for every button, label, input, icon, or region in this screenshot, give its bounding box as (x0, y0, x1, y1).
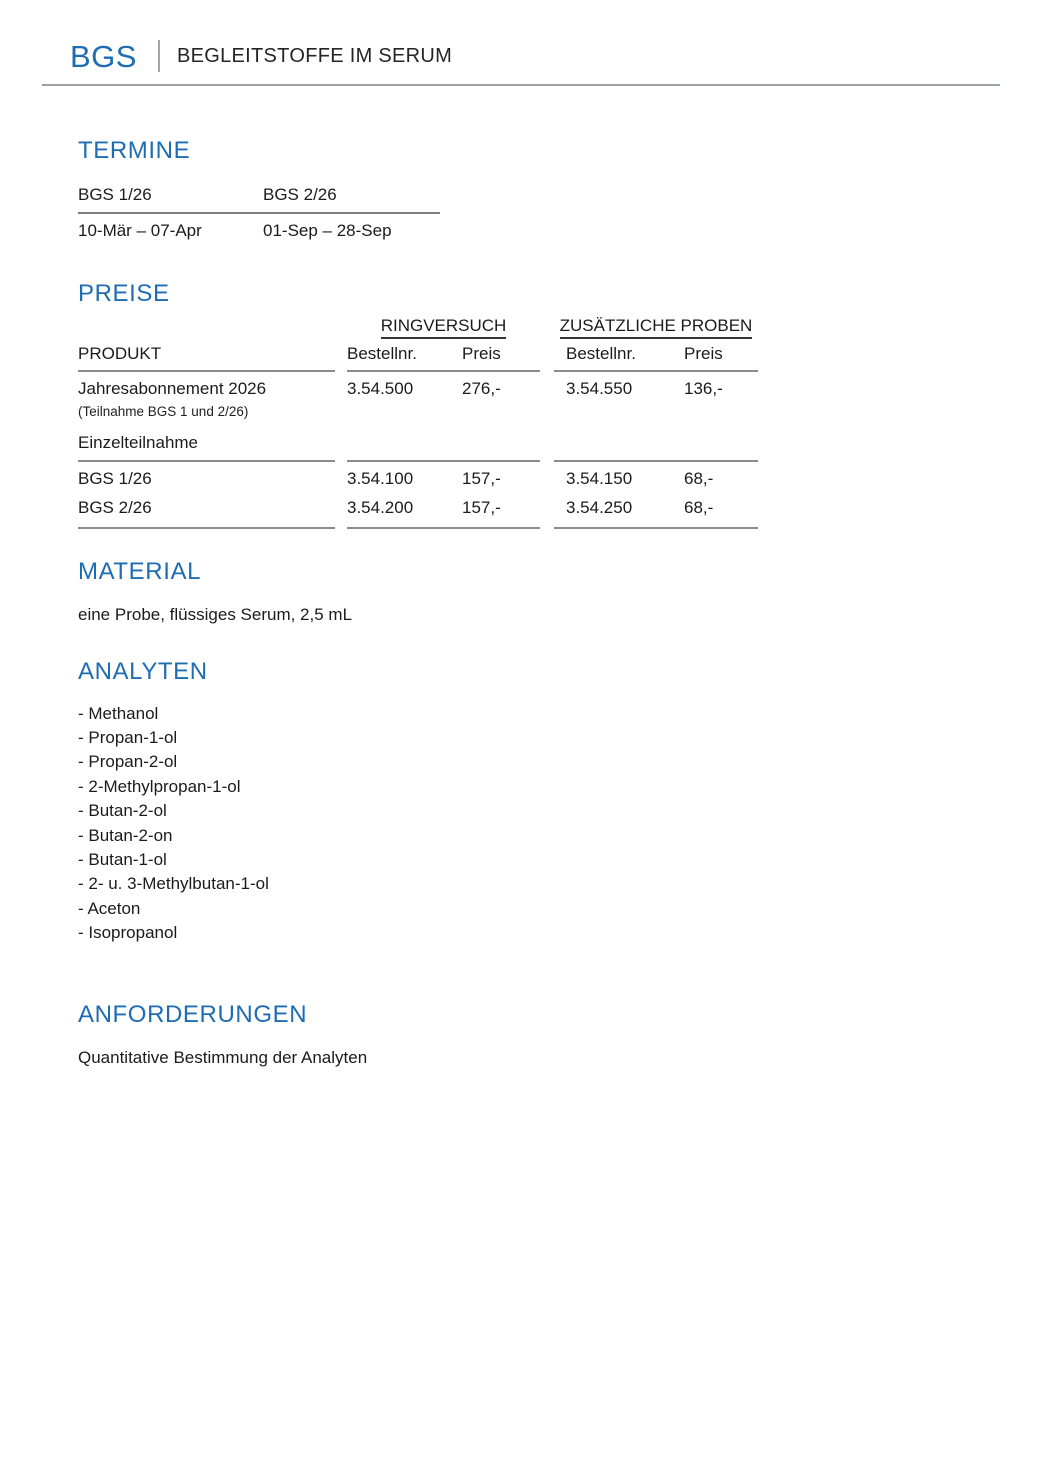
anforderungen-heading: ANFORDERUNGEN (78, 1000, 308, 1028)
table-row-abo-note (78, 401, 758, 423)
cell-bestellnr-zp: 3.54.150 (566, 468, 633, 488)
col-header-bestellnr-rv: Bestellnr. (347, 344, 462, 372)
preise-column-header-row (78, 344, 758, 372)
section-analyten (0, 659, 1038, 945)
cell-preis-rv: 157,- (462, 497, 501, 517)
header-divider (158, 40, 160, 72)
cell-bestellnr-zp: 3.54.250 (566, 497, 633, 517)
list-item: - 2-Methylpropan-1-ol (78, 776, 241, 796)
cell-preis-zp: 68,- (684, 468, 714, 488)
termine-date-bgs1: 10-Mär – 07-Apr (78, 221, 202, 241)
table-bottom-spacer (78, 520, 758, 527)
group-zusaetzliche-proben-label: ZUSÄTZLICHE PROBEN (560, 316, 753, 339)
cell-produkt: BGS 2/26 (78, 497, 152, 517)
cell-preis-zp: 136,- (684, 378, 723, 398)
cell-preis-zp: 68,- (684, 497, 714, 517)
rule-segment (554, 527, 672, 529)
rule-segment (78, 527, 335, 529)
cell-gap (335, 392, 347, 401)
cell-gap (335, 511, 347, 520)
termine-col-bgs2: BGS 2/26 (263, 185, 337, 205)
table-row-jahresabonnement (78, 372, 758, 401)
abo-note: (Teilnahme BGS 1 und 2/26) (78, 403, 249, 419)
einzelteilnahme-label: Einzelteilnahme (78, 432, 199, 452)
col-gap (335, 366, 347, 372)
list-item: - Propan-1-ol (78, 727, 178, 747)
termine-col-bgs1: BGS 1/26 (78, 185, 152, 205)
doc-header (42, 0, 1000, 86)
anforderungen-text: Quantitative Bestimmung der Analyten (78, 1048, 368, 1068)
bgs-logo: BGS (70, 38, 137, 74)
table-row-einzelteilnahme (78, 423, 758, 460)
termine-header-row (78, 185, 440, 214)
table-row-bgs2 (78, 491, 758, 520)
analyten-heading: ANALYTEN (78, 658, 208, 686)
list-item: - Methanol (78, 703, 159, 723)
group-zusaetzliche-proben (554, 316, 758, 339)
termine-dates-row (78, 214, 440, 241)
cell-gap (335, 482, 347, 491)
col-header-preis-rv: Preis (462, 344, 540, 372)
cell-produkt: Jahresabonnement 2026 (78, 378, 267, 398)
list-item: - Butan-1-ol (78, 850, 167, 869)
table-row-bgs1 (78, 462, 758, 491)
cell-gap (540, 482, 554, 491)
section-material (0, 559, 1038, 625)
rule-segment (672, 527, 758, 529)
cell-gap (540, 511, 554, 520)
doc-header-inner (42, 40, 1000, 72)
cell-gap (540, 392, 554, 401)
cell-bestellnr-zp: 3.54.550 (566, 378, 633, 398)
preise-group-header-row (78, 316, 758, 344)
section-termine (0, 138, 1038, 241)
table-bottom-rule-row (78, 527, 758, 529)
list-item: - Propan-2-ol (78, 752, 178, 772)
cell-bestellnr-rv: 3.54.200 (347, 497, 414, 517)
cell-preis-rv: 157,- (462, 468, 501, 488)
termine-heading: TERMINE (78, 137, 191, 164)
analyte-list (78, 702, 1038, 946)
cell-preis-rv: 276,- (462, 378, 501, 398)
cell-bestellnr-rv: 3.54.500 (347, 378, 414, 398)
termine-date-bgs2: 01-Sep – 28-Sep (263, 221, 392, 241)
material-heading: MATERIAL (78, 557, 202, 585)
material-text: eine Probe, flüssiges Serum, 2,5 mL (78, 605, 353, 625)
list-item: - Isopropanol (78, 923, 178, 943)
col-header-produkt: PRODUKT (78, 344, 335, 372)
list-item: - 2- u. 3-Methylbutan-1-ol (78, 874, 269, 894)
termine-table (78, 185, 440, 241)
section-preise (0, 281, 1038, 528)
cell-bestellnr-rv: 3.54.100 (347, 468, 414, 488)
section-anforderungen (0, 1002, 1038, 1068)
preise-table (78, 316, 758, 529)
preise-heading: PREISE (78, 280, 170, 308)
page-title: BEGLEITSTOFFE IM SERUM (176, 44, 453, 67)
col-gap (540, 366, 554, 372)
rule-segment (462, 527, 540, 529)
rule-segment (347, 527, 462, 529)
col-header-preis-zp: Preis (672, 344, 758, 372)
col-header-bestellnr-zp: Bestellnr. (554, 344, 672, 372)
list-item: - Butan-2-on (78, 825, 173, 845)
group-ringversuch-label: RINGVERSUCH (381, 316, 507, 339)
cell-produkt: BGS 1/26 (78, 468, 152, 488)
list-item: - Butan-2-ol (78, 801, 167, 821)
list-item: - Aceton (78, 898, 141, 918)
group-ringversuch (347, 316, 540, 339)
